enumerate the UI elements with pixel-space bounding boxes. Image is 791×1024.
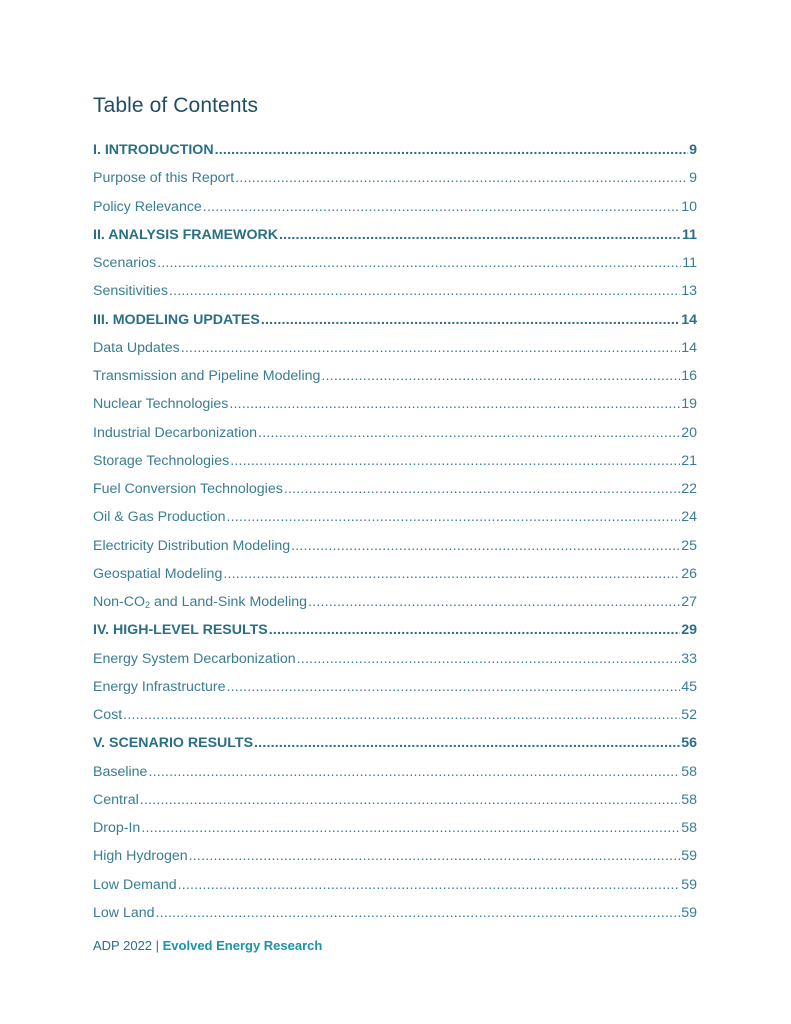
toc-dot-leader bbox=[279, 221, 681, 249]
toc-page-number: 10 bbox=[681, 198, 697, 215]
toc-page-number: 19 bbox=[681, 396, 697, 413]
toc-entry-label: Storage Technologies bbox=[93, 452, 230, 469]
toc-subsection-link[interactable] bbox=[93, 277, 697, 305]
toc-dot-leader bbox=[258, 419, 680, 447]
toc-page-number: 22 bbox=[681, 481, 697, 497]
toc-entry-label: Fuel Conversion Technologies bbox=[93, 481, 283, 497]
toc-subsection-link[interactable] bbox=[93, 532, 697, 560]
toc-page-number: 59 bbox=[681, 848, 697, 865]
toc-page-number: 11 bbox=[682, 226, 697, 243]
subscript-text: 2 bbox=[145, 600, 151, 610]
page-title: Table of Contents bbox=[93, 94, 259, 117]
toc-subsection-link[interactable] bbox=[93, 193, 697, 221]
toc-entry-label: Low Land bbox=[93, 904, 155, 921]
toc-dot-leader bbox=[141, 814, 680, 842]
toc-subsection-link[interactable] bbox=[93, 899, 697, 927]
toc-entry-label: V. SCENARIO RESULTS bbox=[93, 735, 254, 752]
toc-page-number: 58 bbox=[681, 820, 697, 836]
toc-section-heading[interactable] bbox=[93, 729, 697, 757]
toc-dot-leader bbox=[269, 616, 680, 644]
toc-subsection-link[interactable] bbox=[93, 560, 697, 588]
toc-entry-label: Purpose of this Report bbox=[93, 170, 235, 187]
toc-dot-leader bbox=[229, 390, 680, 418]
toc-dot-leader bbox=[181, 334, 680, 362]
toc-dot-leader bbox=[291, 532, 680, 560]
toc-dot-leader bbox=[321, 362, 680, 390]
table-of-contents bbox=[93, 136, 697, 927]
toc-page-number: 20 bbox=[681, 424, 697, 441]
toc-dot-leader bbox=[226, 503, 680, 531]
toc-dot-leader bbox=[284, 475, 680, 503]
toc-section-heading[interactable] bbox=[93, 136, 697, 164]
toc-page-number: 58 bbox=[681, 791, 697, 808]
toc-page-number: 29 bbox=[681, 622, 697, 639]
toc-subsection-link[interactable] bbox=[93, 842, 697, 870]
toc-dot-leader bbox=[148, 758, 680, 786]
toc-page-number: 33 bbox=[681, 650, 697, 667]
toc-entry-label: Central bbox=[93, 791, 139, 808]
toc-page-number: 56 bbox=[681, 735, 697, 752]
toc-subsection-link[interactable] bbox=[93, 871, 697, 899]
toc-entry-label: Data Updates bbox=[93, 339, 180, 356]
toc-page-number: 24 bbox=[681, 509, 697, 526]
toc-subsection-link[interactable] bbox=[93, 390, 697, 418]
toc-entry-label: Non-$CO_2$ and Land-Sink Modeling bbox=[93, 594, 308, 610]
toc-subsection-link[interactable] bbox=[93, 814, 697, 842]
toc-dot-leader bbox=[169, 277, 680, 305]
toc-dot-leader bbox=[235, 164, 688, 192]
toc-page-number: 14 bbox=[681, 311, 697, 328]
toc-entry-label: Transmission and Pipeline Modeling bbox=[93, 368, 321, 384]
toc-entry-label: II. ANALYSIS FRAMEWORK bbox=[93, 226, 278, 243]
toc-page-number: 21 bbox=[681, 452, 697, 469]
toc-page-number: 27 bbox=[681, 594, 697, 610]
toc-entry-label: Oil & Gas Production bbox=[93, 509, 226, 526]
toc-page-number: 25 bbox=[681, 537, 697, 554]
toc-subsection-link[interactable] bbox=[93, 419, 697, 447]
toc-entry-label: Sensitivities bbox=[93, 283, 168, 300]
toc-subsection-link[interactable] bbox=[93, 447, 697, 475]
toc-dot-leader bbox=[254, 729, 680, 757]
toc-dot-leader bbox=[140, 786, 680, 814]
toc-entry-label: Baseline bbox=[93, 763, 148, 780]
toc-dot-leader bbox=[261, 306, 680, 334]
toc-entry-label: Nuclear Technologies bbox=[93, 396, 229, 413]
toc-dot-leader bbox=[157, 249, 681, 277]
page-footer bbox=[93, 938, 322, 953]
toc-dot-leader bbox=[308, 588, 680, 616]
toc-entry-label: Energy Infrastructure bbox=[93, 678, 226, 695]
toc-dot-leader bbox=[297, 645, 681, 673]
toc-section-heading[interactable] bbox=[93, 616, 697, 644]
toc-section-heading[interactable] bbox=[93, 221, 697, 249]
toc-dot-leader bbox=[178, 871, 681, 899]
toc-dot-leader bbox=[123, 701, 680, 729]
toc-subsection-link[interactable] bbox=[93, 164, 697, 192]
toc-page-number: 52 bbox=[681, 707, 697, 723]
toc-entry-label: High Hydrogen bbox=[93, 848, 188, 865]
toc-subsection-link[interactable] bbox=[93, 503, 697, 531]
toc-dot-leader bbox=[203, 193, 680, 221]
toc-subsection-link[interactable] bbox=[93, 645, 697, 673]
toc-entry-label: Policy Relevance bbox=[93, 198, 202, 215]
toc-page-number: 9 bbox=[689, 142, 697, 158]
toc-page-number: 16 bbox=[681, 368, 697, 384]
toc-dot-leader bbox=[156, 899, 681, 927]
toc-entry-label: III. MODELING UPDATES bbox=[93, 311, 260, 328]
toc-page-number: 11 bbox=[682, 255, 697, 271]
toc-page-number: 26 bbox=[681, 565, 697, 582]
toc-dot-leader bbox=[223, 560, 680, 588]
toc-subsection-link[interactable] bbox=[93, 334, 697, 362]
toc-page-number: 59 bbox=[681, 876, 697, 893]
toc-dot-leader bbox=[226, 673, 680, 701]
footer-label: ADP 2022 | bbox=[93, 938, 163, 953]
toc-entry-label: Electricity Distribution Modeling bbox=[93, 537, 291, 554]
toc-page-number: 58 bbox=[681, 763, 697, 780]
toc-page-number: 14 bbox=[681, 339, 697, 356]
toc-subsection-link[interactable] bbox=[93, 588, 697, 616]
toc-section-heading[interactable] bbox=[93, 306, 697, 334]
toc-subsection-link[interactable] bbox=[93, 786, 697, 814]
footer-brand: Evolved Energy Research bbox=[162, 938, 323, 953]
toc-subsection-link[interactable] bbox=[93, 758, 697, 786]
toc-page-number: 13 bbox=[681, 283, 697, 300]
toc-entry-label: IV. HIGH-LEVEL RESULTS bbox=[93, 622, 268, 639]
toc-subsection-link[interactable] bbox=[93, 475, 697, 503]
toc-page-number: 45 bbox=[681, 678, 697, 695]
toc-dot-leader bbox=[215, 136, 689, 164]
toc-entry-label: Drop-In bbox=[93, 820, 141, 836]
toc-entry-label: Industrial Decarbonization bbox=[93, 424, 258, 441]
toc-subsection-link[interactable] bbox=[93, 362, 697, 390]
toc-dot-leader bbox=[189, 842, 681, 870]
toc-page-number: 59 bbox=[681, 904, 697, 921]
toc-page-number: 9 bbox=[689, 170, 697, 187]
toc-subsection-link[interactable] bbox=[93, 249, 697, 277]
toc-entry-label: Cost bbox=[93, 707, 123, 723]
toc-entry-label: Scenarios bbox=[93, 255, 157, 271]
toc-entry-label: Geospatial Modeling bbox=[93, 565, 223, 582]
toc-dot-leader bbox=[230, 447, 680, 475]
toc-subsection-link[interactable] bbox=[93, 701, 697, 729]
toc-subsection-link[interactable] bbox=[93, 673, 697, 701]
toc-entry-label: I. INTRODUCTION bbox=[93, 142, 214, 158]
toc-entry-label: Energy System Decarbonization bbox=[93, 650, 296, 667]
toc-entry-label: Low Demand bbox=[93, 876, 177, 893]
